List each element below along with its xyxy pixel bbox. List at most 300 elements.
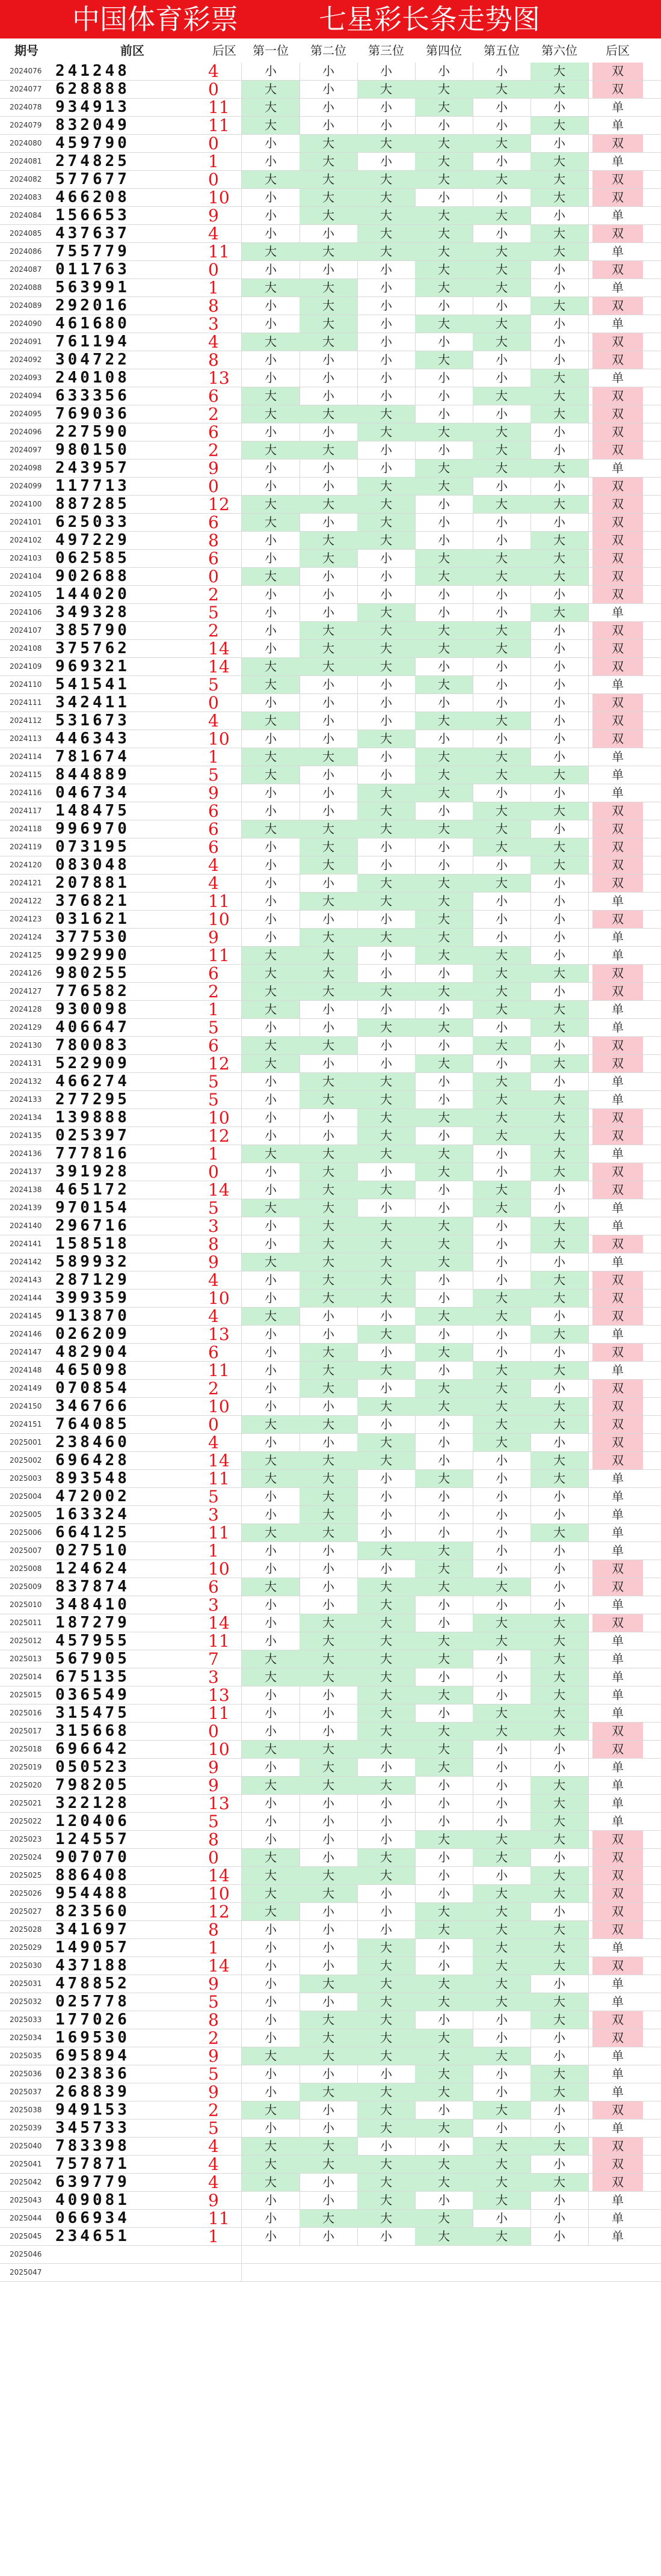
back-number: 5 — [208, 1073, 219, 1090]
period-id: 2024106 — [10, 608, 42, 616]
table-row — [0, 1452, 661, 1470]
front-digits: 050523 — [55, 1759, 130, 1776]
position-6-size: 大 — [530, 1867, 588, 1884]
column-divider — [588, 929, 589, 946]
position-5-size: 小 — [496, 1652, 508, 1666]
table-row — [0, 748, 661, 766]
front-digits: 761194 — [55, 333, 130, 351]
back-number: 1 — [208, 1939, 219, 1957]
table-row — [0, 1596, 661, 1614]
back-number: 3 — [208, 1506, 219, 1523]
table-row — [0, 1308, 661, 1326]
back-parity: 单 — [612, 1327, 624, 1341]
position-4-size: 大 — [415, 676, 473, 693]
position-4-size: 大 — [415, 423, 473, 441]
table-row — [0, 1326, 661, 1344]
position-4-size: 大 — [415, 315, 473, 333]
position-1-size: 大 — [242, 965, 300, 982]
period-id: 2024119 — [10, 843, 42, 851]
front-digits: 563991 — [55, 279, 130, 297]
position-4-size: 小 — [438, 1778, 450, 1792]
position-3-size: 大 — [357, 1723, 415, 1740]
position-5-size: 大 — [473, 947, 530, 964]
position-2-size: 小 — [322, 262, 334, 277]
back-parity: 双 — [592, 694, 643, 712]
position-2-size: 大 — [300, 1091, 357, 1108]
position-5-size: 大 — [473, 802, 530, 820]
position-3-size: 小 — [380, 1471, 392, 1486]
position-1-size: 小 — [265, 1706, 277, 1720]
column-divider — [588, 1019, 589, 1036]
front-digits: 437637 — [55, 225, 130, 242]
position-1-size: 小 — [265, 262, 277, 277]
position-5-size: 小 — [496, 1561, 508, 1576]
front-digits: 541541 — [55, 676, 130, 693]
position-4-size: 大 — [415, 2120, 473, 2137]
front-digits: 287129 — [55, 1271, 130, 1289]
front-digits: 406647 — [55, 1019, 130, 1036]
column-divider — [588, 2174, 589, 2191]
position-6-size: 小 — [553, 1309, 565, 1323]
table-row — [0, 351, 661, 369]
position-2-size: 小 — [322, 1309, 334, 1323]
column-divider — [588, 117, 589, 134]
period-id: 2024111 — [10, 698, 42, 707]
position-6-size: 大 — [530, 1398, 588, 1415]
position-6-size: 小 — [553, 208, 565, 223]
back-parity: 双 — [592, 135, 643, 152]
back-number: 3 — [208, 1668, 219, 1686]
period-id: 2024115 — [10, 770, 42, 779]
position-2-size: 小 — [322, 1922, 334, 1937]
column-divider — [588, 1524, 589, 1542]
back-number: 5 — [208, 1091, 219, 1108]
position-4-size: 大 — [415, 1993, 473, 2011]
front-digits: 158518 — [55, 1235, 130, 1253]
column-divider — [588, 135, 589, 152]
back-number: 3 — [208, 1217, 219, 1235]
position-1-size: 小 — [265, 533, 277, 547]
position-3-size: 小 — [380, 1056, 392, 1071]
position-5-size: 小 — [496, 1219, 508, 1233]
front-digits: 567905 — [55, 1650, 130, 1668]
back-number: 1 — [208, 2228, 219, 2245]
table-row — [0, 929, 661, 947]
position-4-size: 小 — [438, 1038, 450, 1053]
front-digits: 887285 — [55, 496, 130, 513]
position-4-size: 大 — [415, 1308, 473, 1325]
position-6-size: 大 — [530, 1813, 588, 1830]
position-2-size: 大 — [300, 658, 357, 675]
period-id: 2025021 — [10, 1799, 42, 1807]
position-2-size: 小 — [322, 1543, 334, 1558]
position-4-size: 小 — [438, 840, 450, 854]
position-6-size: 小 — [553, 100, 565, 114]
position-3-size: 大 — [357, 1993, 415, 2011]
front-digits: 482904 — [55, 1344, 130, 1361]
period-id: 2025001 — [10, 1438, 42, 1446]
column-divider — [588, 856, 589, 874]
back-number: 6 — [208, 387, 219, 405]
position-4-size: 小 — [438, 407, 450, 421]
period-id: 2025022 — [10, 1817, 42, 1825]
column-divider — [588, 1271, 589, 1289]
position-3-size: 大 — [357, 1398, 415, 1415]
position-1-size: 小 — [265, 64, 277, 78]
position-3-size: 小 — [380, 1904, 392, 1919]
position-4-size: 小 — [438, 1291, 450, 1305]
header-pos-3: 第三位 — [368, 43, 404, 58]
table-row — [0, 1668, 661, 1686]
period-id: 2024091 — [10, 337, 42, 346]
front-digits: 342411 — [55, 694, 130, 712]
back-parity: 单 — [612, 2067, 624, 2081]
period-id: 2024122 — [10, 897, 42, 905]
position-4-size: 大 — [415, 1921, 473, 1938]
position-3-size: 大 — [357, 2029, 415, 2047]
position-6-size: 大 — [530, 387, 588, 405]
back-parity: 双 — [592, 622, 643, 639]
column-divider — [588, 63, 589, 80]
position-6-size: 大 — [530, 1290, 588, 1307]
position-2-size: 小 — [322, 731, 334, 746]
back-parity: 双 — [592, 297, 643, 315]
position-2-size: 大 — [300, 2210, 357, 2227]
table-row — [0, 1055, 661, 1073]
table-row — [0, 1705, 661, 1723]
position-5-size: 大 — [473, 550, 530, 567]
position-4-size: 小 — [438, 298, 450, 313]
position-5-size: 大 — [473, 1073, 530, 1090]
position-5-size: 大 — [473, 1362, 530, 1379]
position-4-size: 小 — [438, 1092, 450, 1107]
position-2-size: 大 — [300, 297, 357, 315]
table-row — [0, 983, 661, 1001]
position-6-size: 小 — [553, 1742, 565, 1756]
position-2-size: 大 — [300, 243, 357, 260]
back-parity: 单 — [612, 461, 624, 475]
back-parity: 单 — [612, 2049, 624, 2063]
back-number: 0 — [208, 171, 219, 188]
back-number: 2 — [208, 441, 219, 459]
column-divider — [588, 658, 589, 675]
position-5-size: 大 — [473, 748, 530, 766]
position-4-size: 小 — [438, 1489, 450, 1504]
position-4-size: 大 — [415, 171, 473, 188]
back-number: 5 — [208, 1199, 219, 1217]
table-row — [0, 1975, 661, 1993]
position-2-size: 大 — [300, 1253, 357, 1271]
position-6-size: 大 — [530, 2083, 588, 2101]
position-2-size: 大 — [300, 1452, 357, 1469]
position-4-size: 大 — [415, 640, 473, 657]
period-id: 2025042 — [10, 2178, 42, 2186]
position-5-size: 小 — [496, 100, 508, 114]
back-parity: 双 — [592, 820, 643, 838]
column-divider — [588, 2138, 589, 2155]
position-2-size: 大 — [300, 2083, 357, 2101]
position-5-size: 小 — [496, 605, 508, 619]
position-4-size: 大 — [415, 207, 473, 224]
position-5-size: 小 — [496, 226, 508, 241]
column-divider — [588, 171, 589, 188]
position-5-size: 小 — [496, 1688, 508, 1702]
back-number: 7 — [208, 1650, 219, 1668]
back-number: 1 — [208, 1542, 219, 1560]
front-digits: 696642 — [55, 1741, 130, 1758]
position-6-size: 小 — [553, 1038, 565, 1053]
position-6-size: 大 — [530, 568, 588, 585]
position-2-size: 大 — [300, 1380, 357, 1397]
position-6-size: 大 — [530, 1271, 588, 1289]
table-row — [0, 189, 661, 207]
column-divider — [588, 1506, 589, 1523]
position-4-size: 大 — [415, 568, 473, 585]
column-divider — [588, 694, 589, 712]
position-4-size: 小 — [438, 1670, 450, 1684]
period-id: 2024141 — [10, 1240, 42, 1248]
position-5-size: 大 — [473, 207, 530, 224]
position-6-size: 小 — [553, 1255, 565, 1269]
table-row — [0, 2101, 661, 2120]
period-id: 2024109 — [10, 662, 42, 671]
period-id: 2024095 — [10, 410, 42, 418]
position-5-size: 小 — [496, 912, 508, 926]
back-number: 12 — [208, 1127, 230, 1145]
table-row — [0, 640, 661, 658]
position-2-size: 小 — [322, 425, 334, 439]
position-3-size: 小 — [380, 352, 392, 367]
position-6-size: 大 — [530, 1109, 588, 1127]
front-digits: 465098 — [55, 1362, 130, 1379]
position-4-size: 小 — [438, 1525, 450, 1540]
period-id: 2025026 — [10, 1889, 42, 1898]
position-4-size: 大 — [415, 1163, 473, 1181]
back-parity: 双 — [592, 1741, 643, 1758]
back-parity: 单 — [612, 677, 624, 692]
back-parity: 双 — [592, 63, 643, 80]
position-2-size: 小 — [322, 1904, 334, 1919]
back-number: 2 — [208, 622, 219, 639]
table-row — [0, 1434, 661, 1452]
position-3-size: 小 — [380, 1309, 392, 1323]
position-1-size: 大 — [242, 1777, 300, 1794]
position-1-size: 小 — [265, 1164, 277, 1179]
position-4-size: 大 — [415, 712, 473, 730]
back-parity: 单 — [612, 2085, 624, 2099]
period-id: 2025018 — [10, 1745, 42, 1753]
front-digits: 011763 — [55, 261, 130, 278]
table-row — [0, 2264, 661, 2282]
position-6-size: 小 — [553, 1904, 565, 1919]
period-id: 2025029 — [10, 1943, 42, 1952]
position-2-size: 小 — [322, 785, 334, 800]
position-5-size: 小 — [496, 1742, 508, 1756]
position-3-size: 小 — [380, 858, 392, 872]
period-id: 2024082 — [10, 175, 42, 183]
period-id: 2025008 — [10, 1564, 42, 1573]
position-4-size: 小 — [438, 370, 450, 385]
back-parity: 双 — [592, 1921, 643, 1938]
position-4-size: 小 — [438, 1615, 450, 1630]
position-1-size: 小 — [265, 1110, 277, 1125]
front-digits: 240108 — [55, 369, 130, 387]
column-divider — [241, 2246, 242, 2263]
front-digits: 117713 — [55, 478, 130, 495]
position-5-size: 大 — [473, 135, 530, 152]
column-divider — [588, 1001, 589, 1018]
position-2-size: 大 — [300, 1506, 357, 1523]
table-row — [0, 550, 661, 568]
position-2-size: 大 — [300, 189, 357, 206]
back-parity: 单 — [612, 1796, 624, 1810]
back-number: 2 — [208, 2029, 219, 2047]
position-4-size: 大 — [415, 1380, 473, 1397]
back-number: 2 — [208, 405, 219, 423]
position-5-size: 小 — [496, 1345, 508, 1359]
position-5-size: 大 — [473, 820, 530, 838]
back-parity: 双 — [592, 838, 643, 856]
period-id: 2024133 — [10, 1095, 42, 1104]
position-1-size: 小 — [265, 1832, 277, 1846]
period-id: 2024137 — [10, 1167, 42, 1176]
back-number: 5 — [208, 1993, 219, 2011]
back-number: 0 — [208, 478, 219, 495]
position-4-size: 小 — [438, 515, 450, 529]
position-1-size: 小 — [265, 226, 277, 241]
back-number: 11 — [208, 1524, 230, 1542]
table-row — [0, 1560, 661, 1578]
position-6-size: 小 — [553, 1074, 565, 1089]
period-id: 2024140 — [10, 1222, 42, 1230]
position-6-size: 大 — [530, 63, 588, 80]
position-6-size: 小 — [553, 876, 565, 890]
position-4-size: 小 — [438, 2193, 450, 2207]
position-5-size: 小 — [496, 587, 508, 601]
position-2-size: 大 — [300, 315, 357, 333]
column-divider — [588, 586, 589, 603]
position-1-size: 大 — [242, 1055, 300, 1072]
back-number: 14 — [208, 1867, 230, 1884]
position-6-size: 小 — [553, 1579, 565, 1594]
position-3-size: 大 — [357, 1127, 415, 1145]
position-5-size: 大 — [473, 2156, 530, 2173]
front-digits: 780083 — [55, 1037, 130, 1054]
table-row — [0, 766, 661, 784]
table-row — [0, 63, 661, 81]
back-parity: 双 — [592, 1271, 643, 1289]
column-divider — [588, 1398, 589, 1415]
position-1-size: 小 — [265, 641, 277, 656]
period-id: 2024148 — [10, 1366, 42, 1374]
back-parity: 双 — [592, 2011, 643, 2029]
period-id: 2025027 — [10, 1907, 42, 1916]
table-row — [0, 2047, 661, 2065]
position-4-size: 小 — [438, 1597, 450, 1612]
period-id: 2025016 — [10, 1709, 42, 1717]
position-3-size: 大 — [357, 1019, 415, 1036]
position-3-size: 大 — [357, 1686, 415, 1704]
column-divider — [588, 2029, 589, 2047]
position-2-size: 小 — [322, 713, 334, 728]
front-digits: 027510 — [55, 1542, 130, 1560]
back-number: 4 — [208, 225, 219, 242]
front-digits: 148475 — [55, 802, 130, 820]
position-2-size: 大 — [300, 640, 357, 657]
position-2-size: 小 — [322, 1002, 334, 1016]
front-digits: 907070 — [55, 1849, 130, 1866]
position-5-size: 小 — [496, 2121, 508, 2135]
position-1-size: 大 — [242, 1452, 300, 1469]
front-digits: 169530 — [55, 2029, 130, 2047]
position-1-size: 大 — [242, 1885, 300, 1902]
column-divider — [588, 748, 589, 766]
front-digits: 023836 — [55, 2065, 130, 2083]
position-3-size: 大 — [357, 1326, 415, 1343]
front-digits: 466208 — [55, 189, 130, 206]
position-1-size: 小 — [265, 785, 277, 800]
position-4-size: 小 — [438, 1200, 450, 1215]
table-row — [0, 1849, 661, 1867]
position-3-size: 大 — [357, 1253, 415, 1271]
table-row — [0, 207, 661, 225]
position-2-size: 大 — [300, 893, 357, 910]
position-5-size: 大 — [473, 1849, 530, 1866]
position-3-size: 小 — [380, 1525, 392, 1540]
position-3-size: 大 — [357, 1542, 415, 1560]
position-1-size: 小 — [265, 1597, 277, 1612]
position-5-size: 小 — [496, 1525, 508, 1540]
back-number: 4 — [208, 712, 219, 730]
position-4-size: 大 — [415, 820, 473, 838]
back-number: 9 — [208, 2047, 219, 2065]
position-3-size: 大 — [357, 802, 415, 820]
table-row — [0, 297, 661, 315]
position-3-size: 大 — [357, 604, 415, 621]
position-1-size: 小 — [265, 1634, 277, 1648]
position-1-size: 小 — [265, 1399, 277, 1413]
position-6-size: 大 — [530, 1831, 588, 1848]
column-divider — [588, 1686, 589, 1704]
table-row — [0, 2210, 661, 2228]
back-parity: 双 — [592, 1163, 643, 1181]
back-parity: 双 — [592, 532, 643, 549]
position-2-size: 小 — [322, 1688, 334, 1702]
position-3-size: 大 — [357, 1849, 415, 1866]
front-digits: 292016 — [55, 297, 130, 315]
position-3-size: 小 — [380, 912, 392, 926]
table-row — [0, 1795, 661, 1813]
position-1-size: 小 — [265, 551, 277, 565]
back-parity: 单 — [612, 1688, 624, 1702]
chart-title: 七星彩长条走势图 — [319, 3, 540, 35]
table-row — [0, 1506, 661, 1524]
table-row — [0, 875, 661, 893]
period-id: 2025044 — [10, 2214, 42, 2222]
period-id: 2025012 — [10, 1637, 42, 1645]
position-3-size: 大 — [357, 1957, 415, 1975]
table-row — [0, 1001, 661, 1019]
position-4-size: 小 — [438, 533, 450, 547]
position-1-size: 小 — [265, 1760, 277, 1774]
position-6-size: 大 — [530, 1163, 588, 1181]
back-parity: 双 — [592, 568, 643, 585]
front-digits: 241248 — [55, 63, 130, 80]
column-divider — [588, 2011, 589, 2029]
back-parity: 双 — [592, 550, 643, 567]
back-number: 0 — [208, 81, 219, 98]
position-3-size: 大 — [357, 1939, 415, 1957]
